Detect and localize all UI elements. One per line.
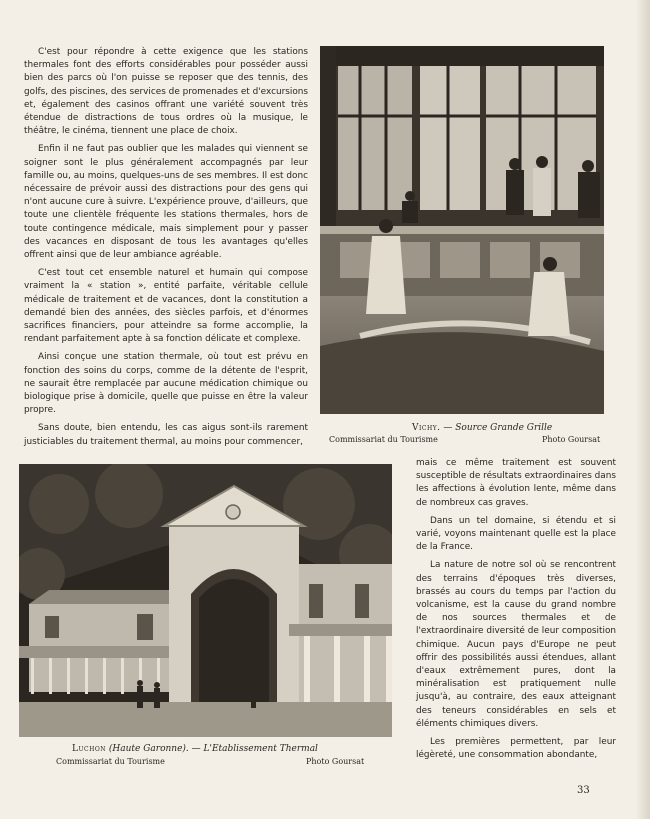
paragraph: Sans doute, bien entendu, les cas aigus sont-ils rarement justiciables du traitement thermal, au moins pour commencer, xyxy=(24,423,308,447)
paragraph: Les premières permettent, par leur légèreté, une consommation abondante, xyxy=(416,737,616,761)
vichy-credit-left: Commissariat du Tourisme xyxy=(329,435,438,444)
right-text-column xyxy=(416,457,616,767)
vichy-caption-place: Vichy. xyxy=(412,423,441,433)
vichy-caption-dash: — xyxy=(440,423,456,433)
paragraph: La nature de notre sol où se rencontrent des terrains d'époques très diverses, brassés au cours du temps par l'action du volcanisme, est la cause du grand nombre de nos sources thermales et de l'extraordinaire diversité de leur composition chimique. Aucun pays d'Europe ne peut offrir des possibilités aussi étendues, allant d'eaux extrêmement pures, dont la minéralisation est pratiquement nulle jusqu'à, au contraire, des eaux atteignant des teneurs considérables en sels et éléments chimiques divers. xyxy=(416,560,616,729)
luchon-caption-title xyxy=(72,744,318,754)
vichy-caption-title xyxy=(412,423,552,433)
luchon-photo xyxy=(19,464,392,737)
paragraph: mais ce même traitement est souvent susceptible de résultats extraordinaires dans les affections à évolution lente, même dans de nombreux cas graves. xyxy=(416,458,616,508)
luchon-caption-name: L'Etablissement Thermal xyxy=(203,744,318,754)
luchon-caption-place: Luchon xyxy=(72,744,107,754)
luchon-credit-right: Photo Goursat xyxy=(306,757,365,766)
vichy-photo xyxy=(320,46,604,414)
paragraph: Enfin il ne faut pas oublier que les malades qui viennent se soigner sont le plus généralement accompagnés par leur famille ou, au moins, quelques-uns de ses membres. Il est donc nécessaire de prévoir aussi des distractions pour des gens qui n'ont aucune cure à suivre. L'expérience prouve, d'ailleurs, que toute une clientèle fréquente les stations thermales, hors de toute contingence médicale, mais simplement pour y passer des vacances en disposant de tous les avantages qu'elles offrent ainsi que de leur ambiance agréable. xyxy=(24,144,308,261)
luchon-photo-illustration xyxy=(19,464,392,737)
paragraph: C'est tout cet ensemble naturel et humain qui compose vraiment la « station », entité parfaite, véritable cellule médicale de traitement et de vacances, dont la constitution a demandé bien des années, des siècles parfois, et d'énormes sacrifices financiers, pour atteindre sa forme accomplie, la rendant parfaitement apte à sa fonction délicate et complexe. xyxy=(24,268,308,345)
vichy-caption-name: Source Grande Grille xyxy=(455,423,553,433)
page-edge-shadow xyxy=(636,0,650,819)
paragraph: C'est pour répondre à cette exigence que les stations thermales font des efforts considérables pour posséder aussi bien des parcs où l'on puisse se reposer que des tennis, des golfs, des piscines, des services de promenades et d'excursions et, également des casinos offrant une variété souvent très étendue de distractions de tous ordres où la musique, le théâtre, le cinéma, tiennent une place de choix. xyxy=(24,47,308,137)
page-number: 33 xyxy=(577,785,590,796)
luchon-credit-left: Commissariat du Tourisme xyxy=(56,757,165,766)
luchon-caption-region: (Haute Garonne). — xyxy=(106,744,204,754)
vichy-photo-illustration xyxy=(320,46,604,414)
left-text-column xyxy=(24,46,308,454)
vichy-credit-right: Photo Goursat xyxy=(542,435,601,444)
paragraph: Dans un tel domaine, si étendu et si varié, voyons maintenant quelle est la place de la France. xyxy=(416,515,616,553)
paragraph: Ainsi conçue une station thermale, où tout est prévu en fonction des soins du corps, comme de la détente de l'esprit, ne saurait être remplacée par aucune médication chimique ou biologique prise à domicile, quelle que puisse en être la valeur propre. xyxy=(24,352,308,416)
